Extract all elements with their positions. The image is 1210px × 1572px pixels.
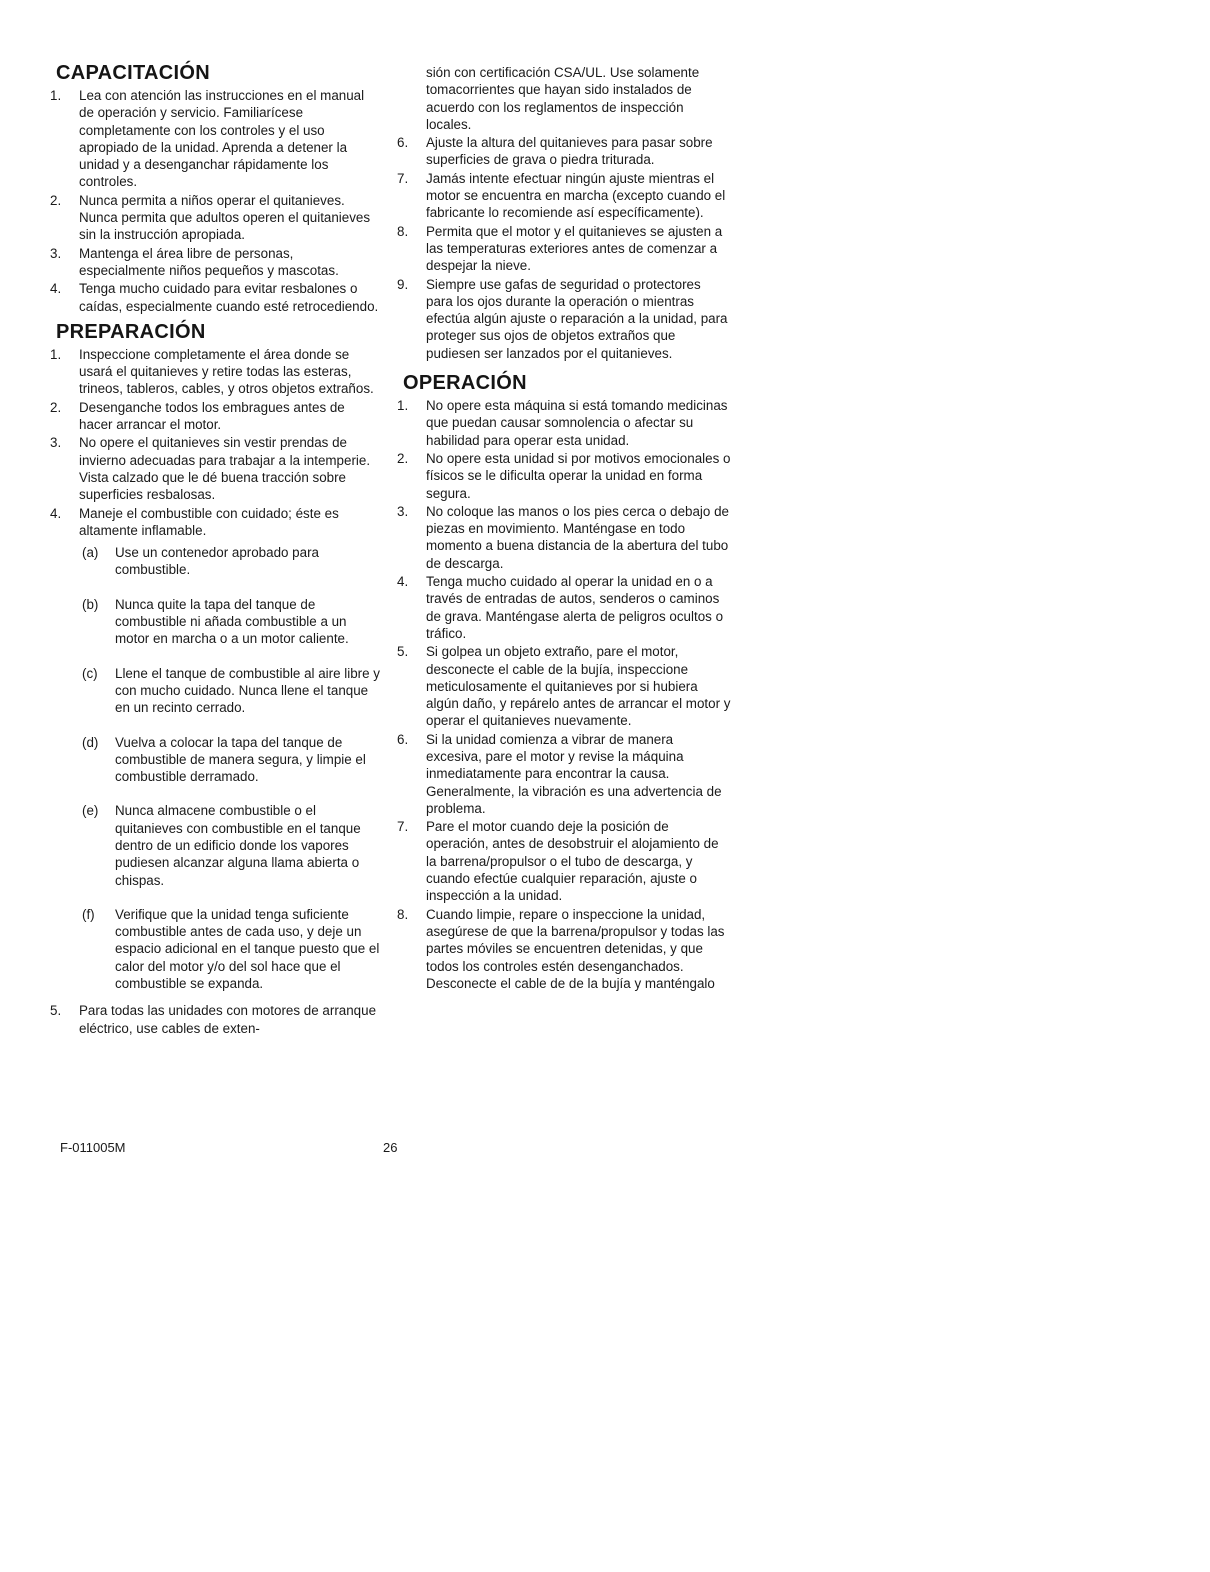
item-text: Para todas las unidades con motores de arranque eléctrico, use cables de exten- (79, 1003, 377, 1036)
item-text: Cuando limpie, repare o inspeccione la unidad, asegúrese de que la barrena/propulsor y todas las partes móviles se encuentren detenidas, y que todos los controles estén desenganchados. Desconecte el cable de de la bujía y manténgalo (426, 906, 725, 991)
list-item (397, 643, 731, 729)
sub-item-text: Llene el tanque de combustible al aire libre y con mucho cuidado. Nunca llene el tanque en un recinto cerrado. (115, 665, 381, 716)
item-number: 4. (397, 574, 409, 590)
list-item (50, 399, 380, 434)
sub-item (82, 665, 380, 717)
section-title-preparacion: PREPARACIÓN (56, 320, 206, 343)
item-text: Si la unidad comienza a vibrar de manera excesiva, pare el motor y revise la máquina inmediatamente para encontrar la causa. Generalmente, la vibración es una advertencia de problema. (426, 731, 722, 816)
section-title-operacion: OPERACIÓN (403, 372, 527, 395)
sub-item-text: Vuelva a colocar la tapa del tanque de combustible de manera segura, y limpie el combustible derramado. (115, 734, 366, 785)
item-text: Jamás intente efectuar ningún ajuste mientras el motor se encuentra en marcha (excepto cuando el fabricante lo recomiende así específicamente). (426, 170, 726, 221)
sub-item (82, 544, 380, 579)
sub-item (82, 906, 380, 992)
item-text: No opere el quitanieves sin vestir prendas de invierno adecuadas para trabajar a la intemperie. Vista calzado que le dé buena tracción sobre superficies resbalosas. (79, 435, 371, 503)
item-number: 2. (50, 399, 62, 415)
sub-item-text: Use un contenedor aprobado para combustible. (115, 545, 319, 578)
sub-item-label: (d) (82, 734, 99, 750)
list-item (50, 434, 380, 503)
list-item (50, 280, 380, 315)
sub-item-text: Nunca quite la tapa del tanque de combustible ni añada combustible a un motor en marcha o a un motor caliente. (115, 596, 349, 647)
continuation-text: sión con certificación CSA/UL. Use solamente tomacorrientes que hayan sido instalados de acuerdo con los reglamentos de inspección locales. (426, 65, 700, 132)
item-text: Mantenga el área libre de personas, especialmente niños pequeños y mascotas. (79, 245, 339, 278)
item-number: 4. (50, 281, 62, 297)
list-item (50, 346, 380, 398)
item-number: 8. (397, 223, 409, 239)
sub-item-label: (b) (82, 596, 99, 612)
item-number: 6. (397, 731, 409, 747)
list-item (397, 906, 731, 992)
item-number: 6. (397, 135, 409, 151)
item-number: 7. (397, 819, 409, 835)
sub-item-label: (c) (82, 665, 98, 681)
sub-item-label: (e) (82, 803, 99, 819)
section-operacion (397, 372, 731, 992)
item-number: 9. (397, 276, 409, 292)
item-number: 2. (50, 192, 62, 208)
item-number: 3. (397, 503, 409, 519)
list-item (397, 573, 731, 642)
item-text: Siempre use gafas de seguridad o protectores para los ojos durante la operación o mientras efectúa algún ajuste o reparación a la unidad, para proteger sus ojos de objetos extraños que pudiesen ser lanzados por el quitanieves. (426, 276, 728, 361)
list-item (397, 134, 731, 169)
item-number: 2. (397, 450, 409, 466)
item-number: 1. (50, 346, 62, 362)
item-text: No coloque las manos o los pies cerca o debajo de piezas en movimiento. Manténgase en todo momento a buena distancia de la abertura del tubo de descarga. (426, 503, 729, 571)
item-number: 7. (397, 170, 409, 186)
item-text: Inspeccione completamente el área donde se usará el quitanieves y retire todas las esteras, trineos, tableros, cables, y otros objetos extraños. (79, 346, 374, 397)
item-number: 3. (50, 245, 62, 261)
item-number: 1. (50, 88, 62, 103)
sub-item-text: Verifique que la unidad tenga suficiente combustible antes de cada uso, y deje un espacio adicional en el tanque puesto que el calor del motor y/o del sol hace que el combustible se expanda. (115, 906, 380, 992)
item-text: Nunca permita a niños operar el quitanieves. Nunca permita que adultos operen el quitanieves sin la instrucción apropiada. (79, 192, 371, 243)
list-item (397, 818, 731, 904)
list-item (397, 223, 731, 275)
item-text: Permita que el motor y el quitanieves se ajusten a las temperaturas exteriores antes de comenzar a despejar la nieve. (426, 223, 723, 274)
item-number: 5. (50, 1003, 62, 1019)
sub-item-label: (f) (82, 906, 95, 922)
item-text: Ajuste la altura del quitanieves para pasar sobre superficies de grava o piedra triturada. (426, 135, 713, 168)
item-number: 1. (397, 398, 409, 414)
section-preparacion-continued (397, 134, 731, 362)
list-item (397, 450, 731, 502)
list-item (397, 276, 731, 362)
sub-item (82, 596, 380, 648)
list-item (397, 397, 731, 449)
sub-item (82, 802, 380, 888)
sub-item-label: (a) (82, 545, 99, 561)
page-number: 26 (383, 1140, 398, 1155)
item-text: No opere esta unidad si por motivos emocionales o físicos se le dificulta operar la unidad en forma segura. (426, 450, 731, 501)
item-text: Maneje el combustible con cuidado; éste es altamente inflamable. (79, 505, 339, 538)
sub-item-text: Nunca almacene combustible o el quitanieves con combustible en el tanque dentro de un edificio donde los vapores pudiesen alcanzar alguna llama abierta o chispas. (115, 803, 361, 888)
list-item (397, 731, 731, 817)
left-column (50, 62, 380, 1043)
item-text: Tenga mucho cuidado para evitar resbalones o caídas, especialmente cuando esté retrocediendo. (79, 281, 379, 314)
item-text: Si golpea un objeto extraño, pare el motor, desconecte el cable de la bujía, inspeccione meticulosamente el quitanieves por si hubiera algún daño, y repárelo antes de arrancar el motor y operar el quitanieves nuevamente. (426, 644, 731, 729)
section-preparacion (50, 321, 380, 1037)
item-number: 3. (50, 435, 62, 451)
section-capacitacion (50, 62, 380, 315)
item-text: Tenga mucho cuidado al operar la unidad en o a través de entradas de autos, senderos o caminos de grava. Manténgase alerta de peligros ocultos o tráfico. (426, 574, 724, 641)
list-item (50, 245, 380, 280)
list-item (50, 1002, 380, 1037)
item-number: 5. (397, 644, 409, 660)
item-text: No opere esta máquina si está tomando medicinas que puedan causar somnolencia o afectar su habilidad para operar esta unidad. (426, 398, 728, 448)
list-item (397, 503, 731, 572)
list-item (50, 87, 380, 191)
item-text: Pare el motor cuando deje la posición de operación, antes de desobstruir el alojamiento de la barrena/propulsor o el tubo de descarga, y cuando efectúe cualquier reparación, ajuste o inspección a la unidad. (426, 819, 719, 904)
sub-item (82, 734, 380, 786)
item-text: Desenganche todos los embragues antes de hacer arrancar el motor. (79, 399, 345, 433)
list-item (397, 170, 731, 222)
item-number: 4. (50, 505, 62, 521)
list-item (50, 192, 380, 244)
item-text: Lea con atención las instrucciones en el manual de operación y servicio. Familiarícese completamente con los controles y el uso apropiado de la unidad. Aprenda a detener la unidad y a desenganchar rápidamente los controles. (79, 88, 365, 190)
document-code: F-011005M (60, 1140, 126, 1155)
item-number: 8. (397, 906, 409, 922)
right-column (397, 64, 731, 998)
list-item (50, 505, 380, 540)
section-title-capacitacion: CAPACITACIÓN (56, 62, 210, 84)
